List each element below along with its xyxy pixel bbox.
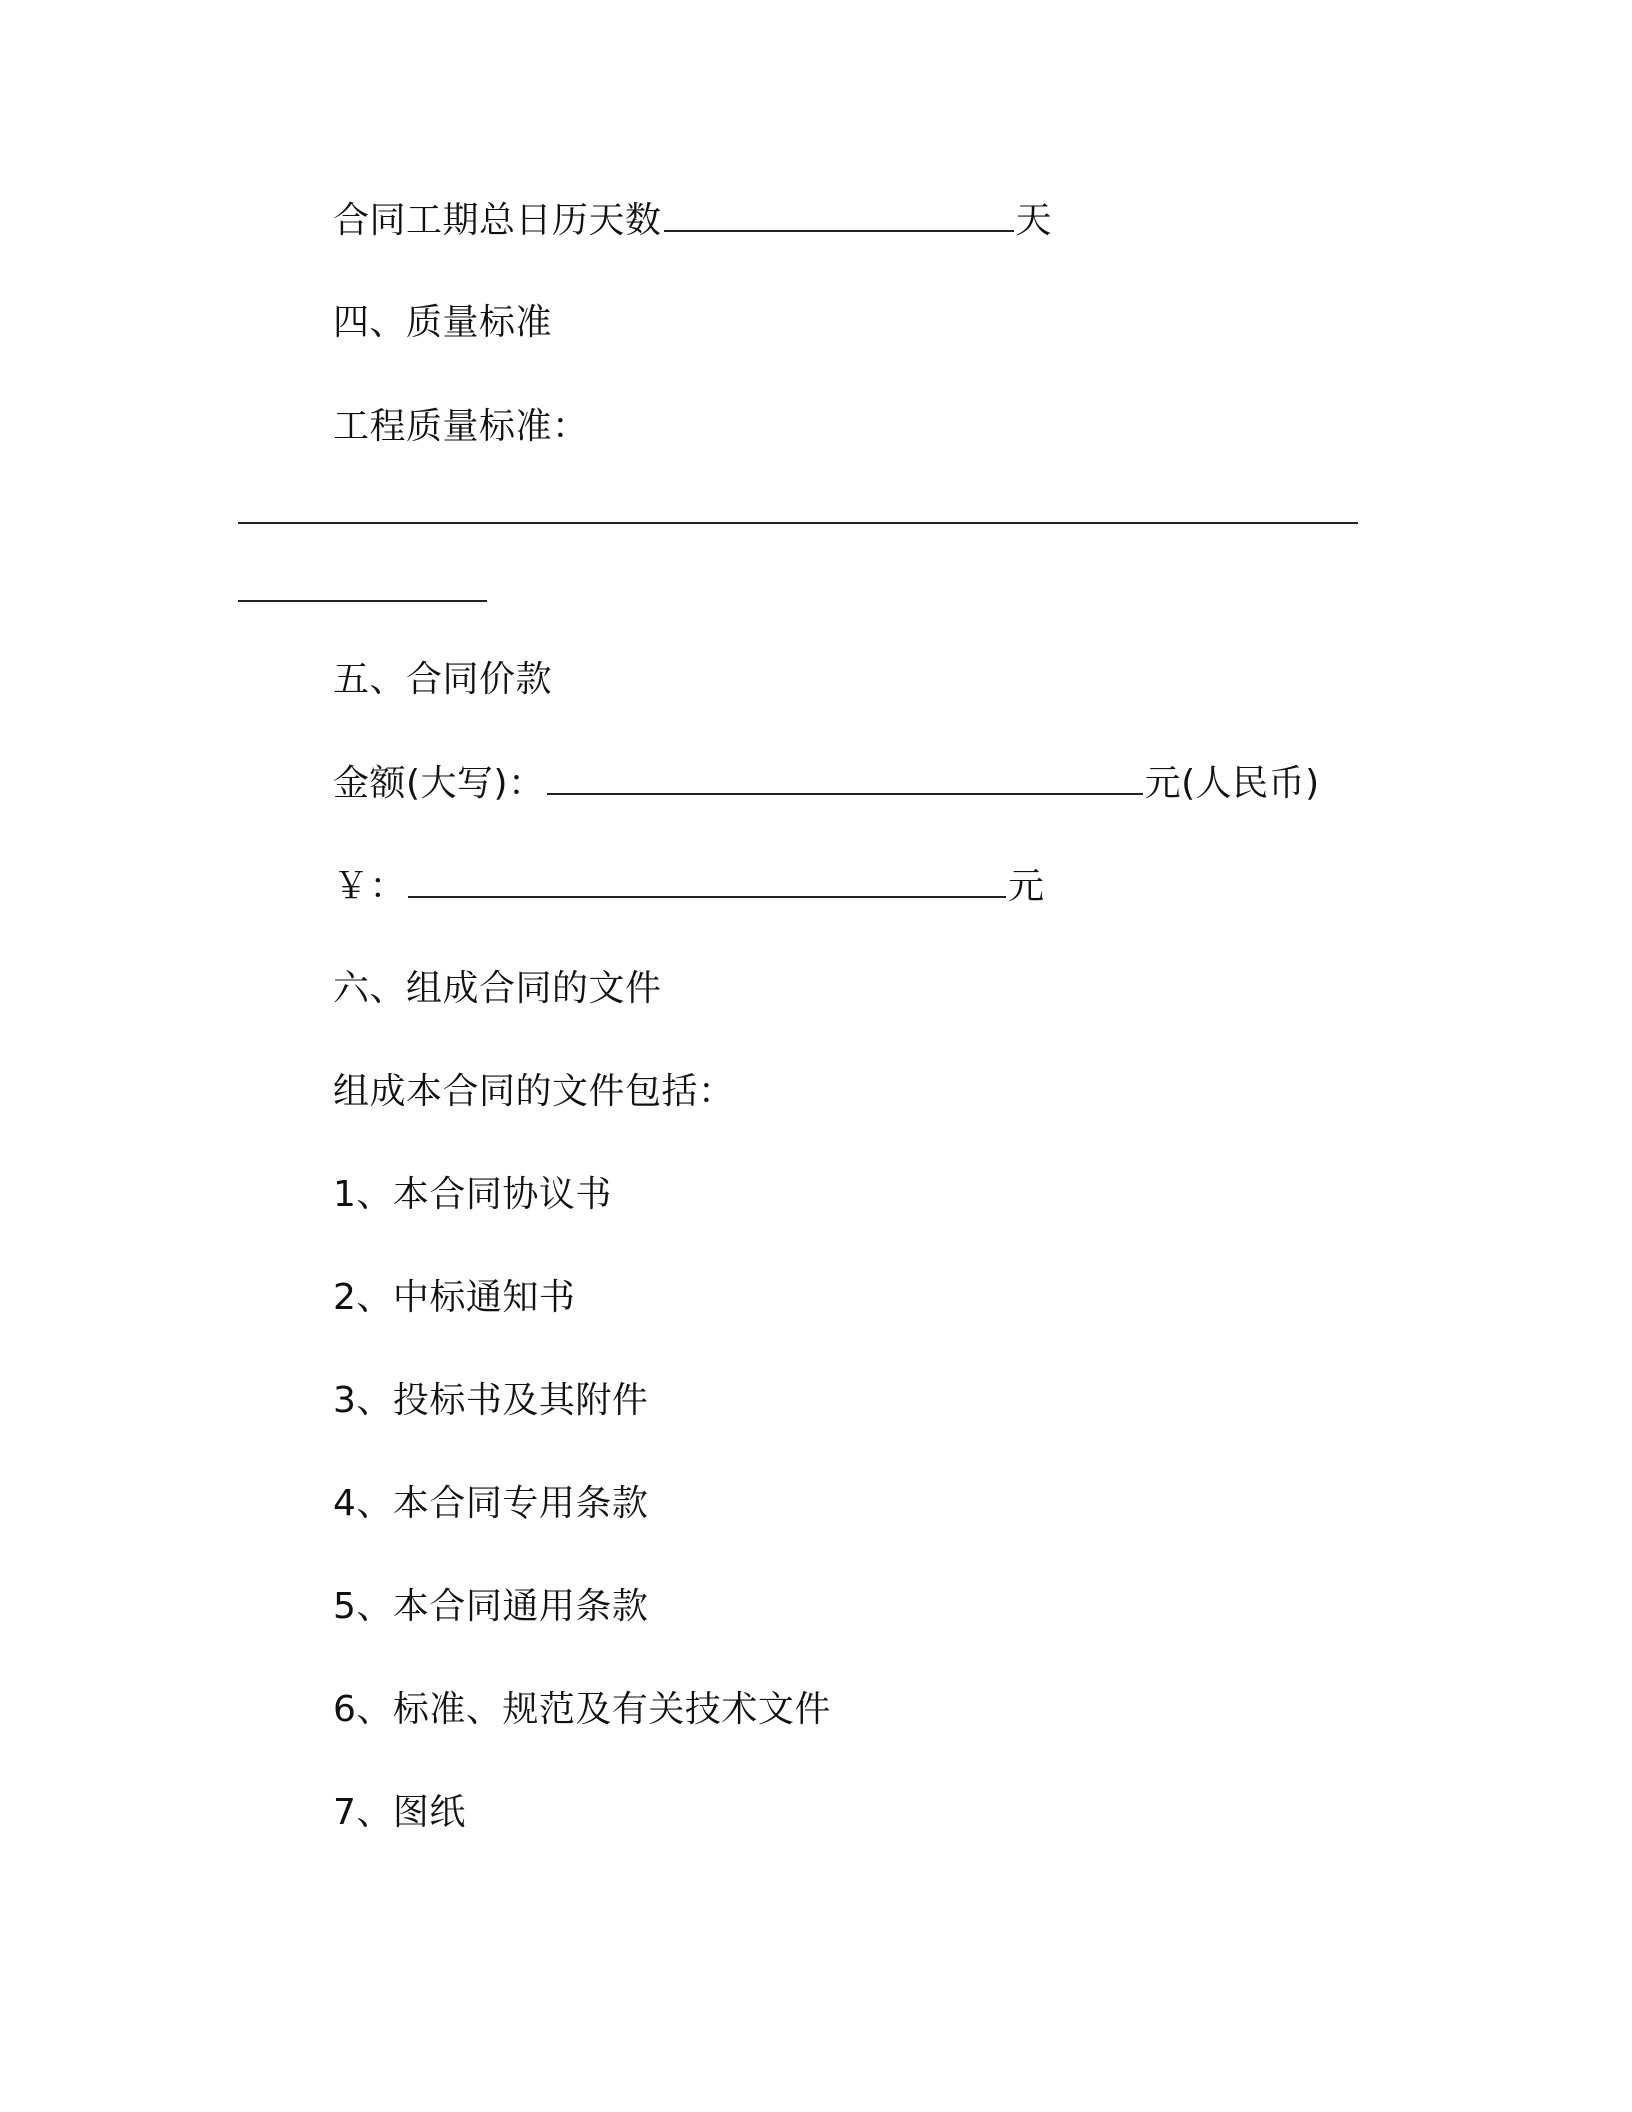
document-item: 2、中标通知书 [333, 1277, 576, 1318]
documents-intro: 组成本合同的文件包括： [333, 1071, 735, 1112]
yen-unit: 元 [1008, 866, 1045, 907]
quality-blank-line-1[interactable] [238, 522, 1358, 524]
section5-title: 五、合同价款 [333, 659, 553, 700]
yen-blank[interactable] [408, 862, 1006, 898]
duration-line [333, 196, 1052, 245]
document-item: 3、投标书及其附件 [333, 1380, 649, 1421]
quality-blank-line-2[interactable] [238, 600, 487, 602]
section4-title: 四、质量标准 [333, 302, 553, 343]
amount-blank[interactable] [547, 759, 1143, 795]
document-item: 5、本合同通用条款 [333, 1586, 649, 1627]
document-item: 7、图纸 [333, 1792, 466, 1833]
duration-unit: 天 [1015, 200, 1053, 241]
document-item: 1、本合同协议书 [333, 1174, 612, 1215]
amount-label: 金额(大写)： [333, 763, 545, 804]
amount-line [333, 759, 1320, 808]
duration-blank[interactable] [664, 196, 1014, 232]
yen-label: ￥： [333, 866, 407, 907]
document-item: 4、本合同专用条款 [333, 1483, 649, 1524]
amount-unit: 元(人民币) [1144, 763, 1320, 804]
duration-label: 合同工期总日历天数 [333, 200, 662, 241]
section6-title: 六、组成合同的文件 [333, 968, 662, 1009]
yen-line [333, 862, 1045, 911]
quality-label: 工程质量标准： [333, 406, 589, 447]
document-item: 6、标准、规范及有关技术文件 [333, 1689, 831, 1730]
